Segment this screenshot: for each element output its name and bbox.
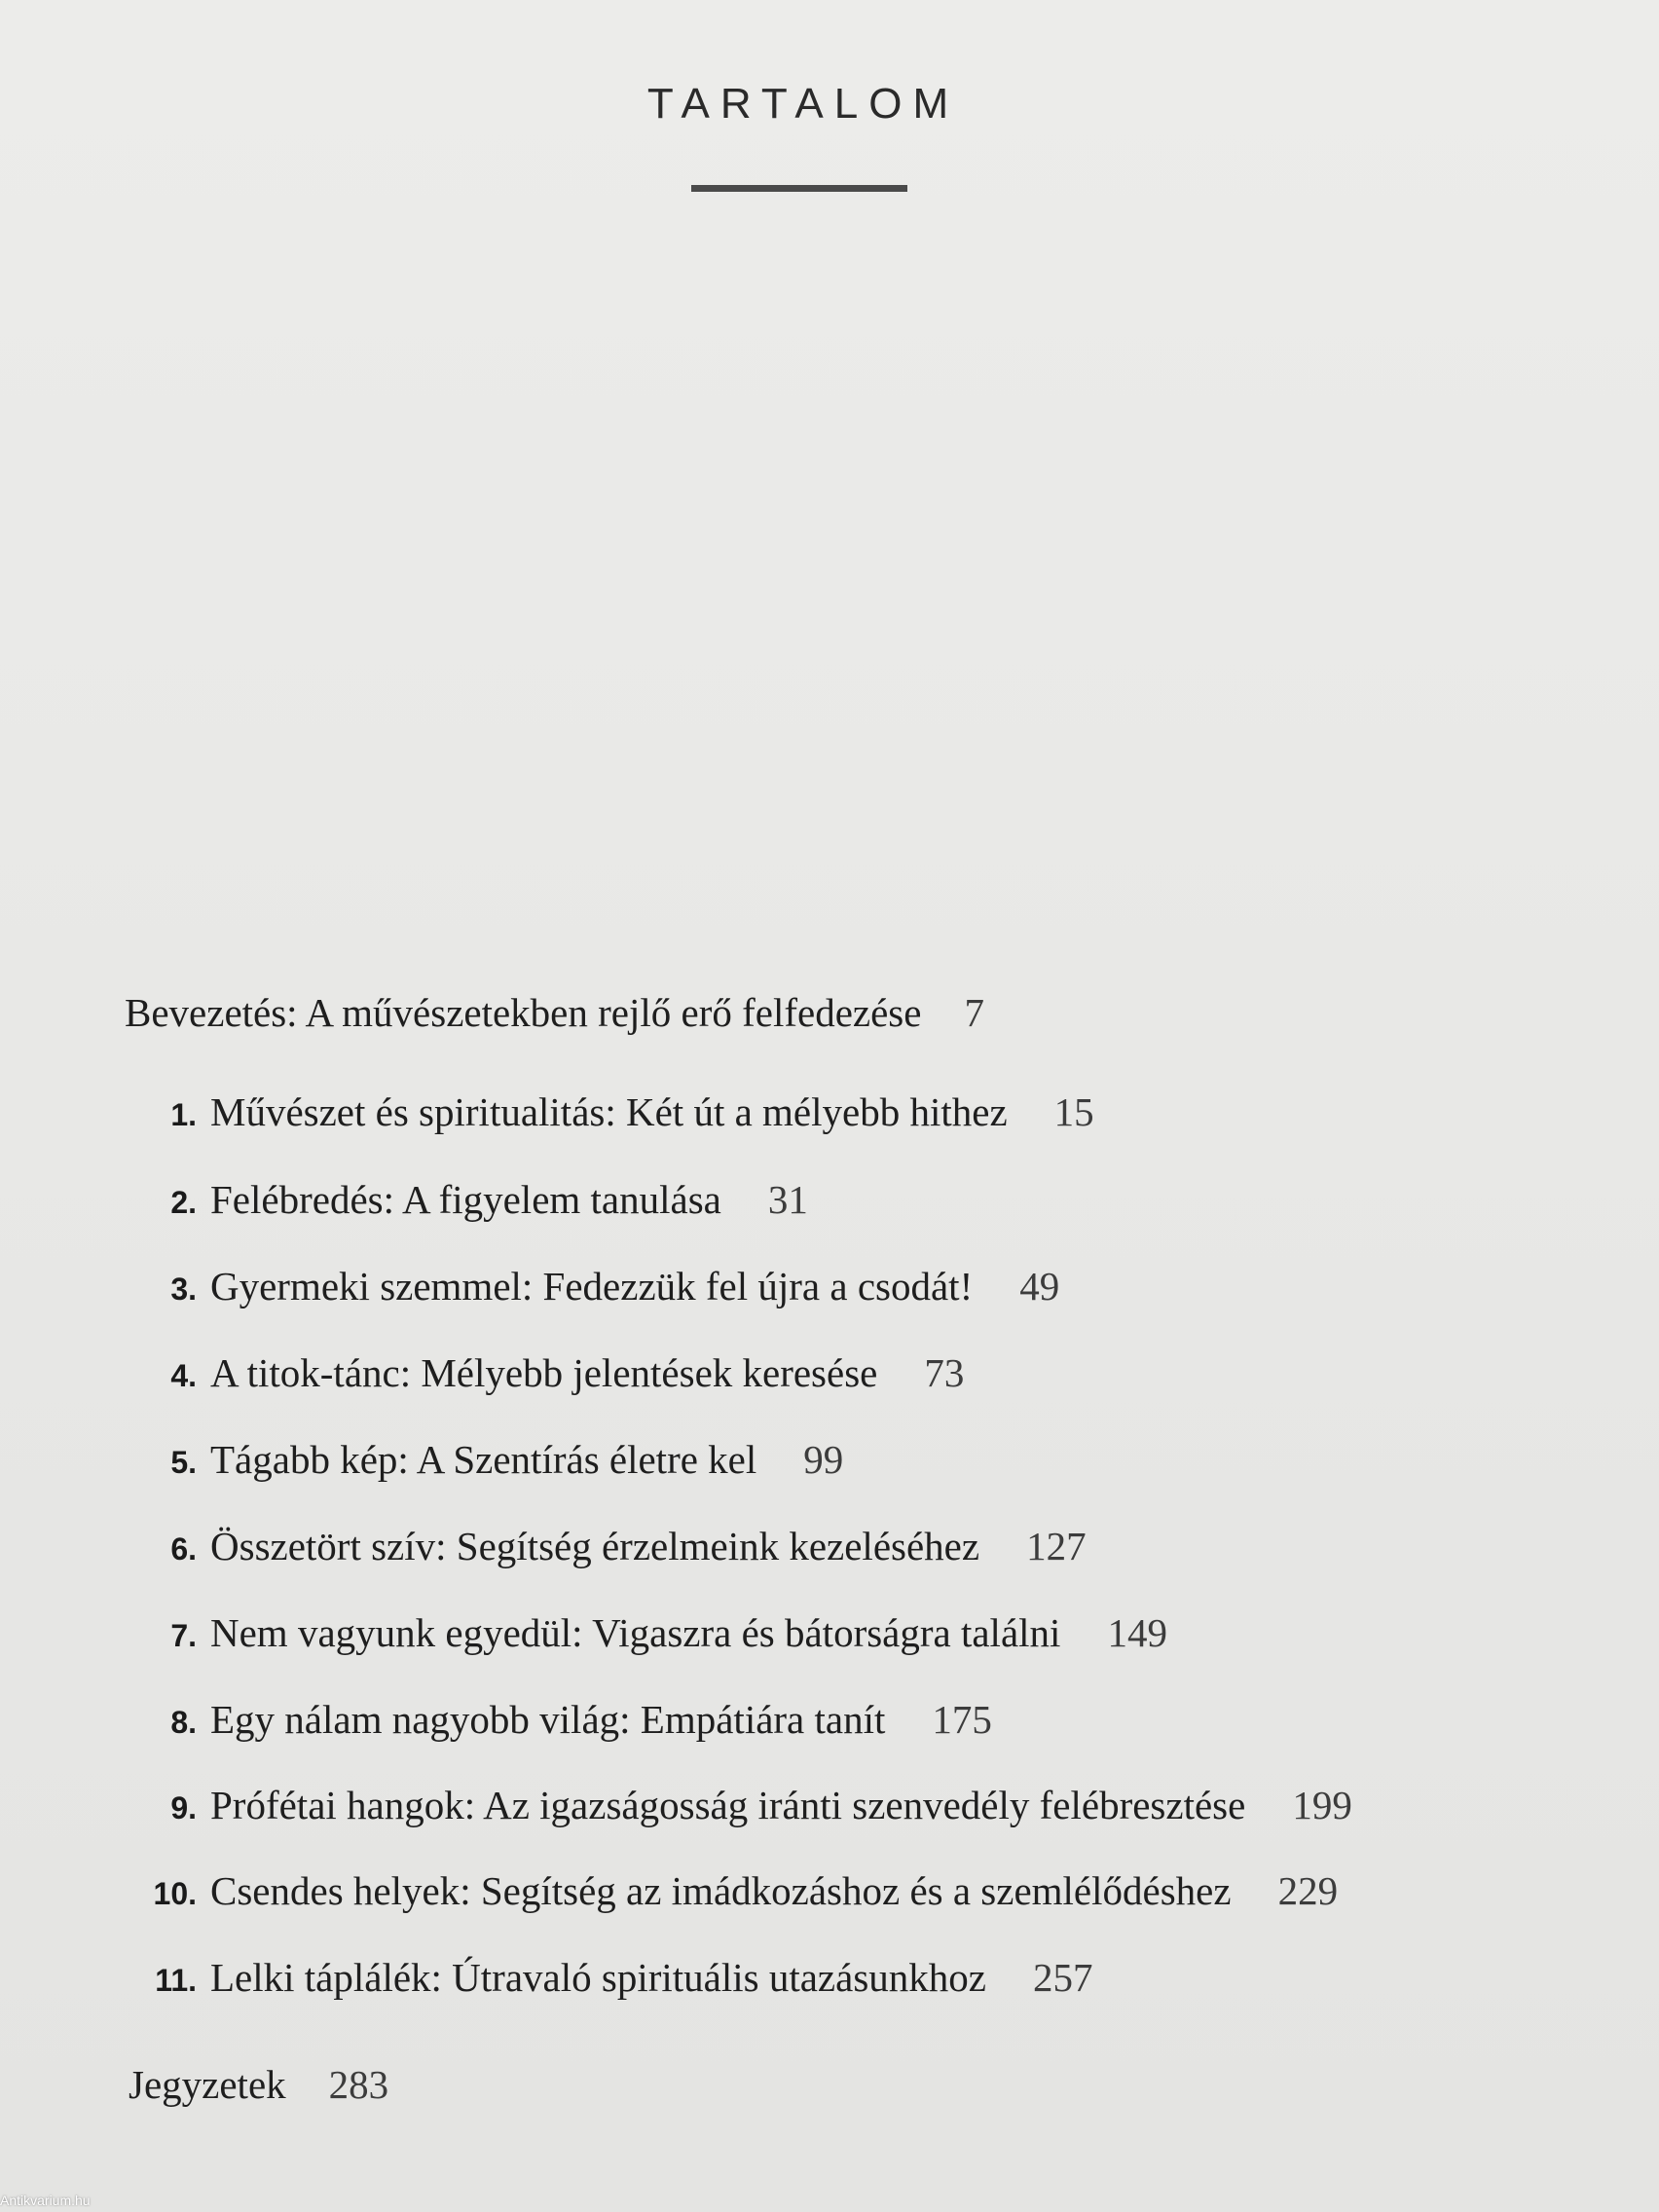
chapter-title: Művészet és spiritualitás: Két út a mélyebb hithez <box>210 1089 1008 1134</box>
chapter-number: 2. <box>170 1185 197 1220</box>
chapter-page: 73 <box>924 1350 965 1395</box>
toc-intro-title: Bevezetés: A művészetekben rejlő erő felfedezése <box>125 990 922 1035</box>
toc-chapter <box>127 1349 964 1396</box>
chapter-number: 10. <box>153 1876 197 1911</box>
chapter-number: 5. <box>170 1445 197 1480</box>
toc-notes-page: 283 <box>328 2062 389 2107</box>
chapter-page: 15 <box>1053 1089 1094 1134</box>
toc-notes-title: Jegyzetek <box>129 2062 286 2107</box>
chapter-page: 99 <box>803 1437 844 1482</box>
chapter-page: 229 <box>1277 1868 1339 1913</box>
toc-chapter <box>127 1436 843 1483</box>
chapter-number: 8. <box>170 1705 197 1740</box>
chapter-title: Gyermeki szemmel: Fedezzük fel újra a csodát! <box>210 1264 974 1309</box>
title-underline <box>691 185 907 192</box>
toc-chapter <box>127 1523 1087 1569</box>
chapter-title: A titok-tánc: Mélyebb jelentések keresése <box>210 1350 878 1395</box>
chapter-page: 31 <box>767 1177 808 1222</box>
toc-chapter <box>127 1954 1092 2001</box>
chapter-title: Nem vagyunk egyedül: Vigaszra és bátorságra találni <box>210 1610 1061 1655</box>
chapter-number: 3. <box>170 1272 197 1307</box>
chapter-title: Csendes helyek: Segítség az imádkozáshoz és a szemlélődéshez <box>210 1868 1232 1913</box>
chapter-number: 9. <box>170 1790 197 1825</box>
chapter-number: 7. <box>170 1618 197 1653</box>
toc-chapter <box>127 1696 992 1743</box>
toc-chapter <box>127 1782 1352 1828</box>
toc-notes <box>129 2061 388 2108</box>
chapter-page: 175 <box>932 1697 992 1742</box>
chapter-page: 127 <box>1026 1524 1087 1568</box>
toc-chapter <box>127 1867 1338 1914</box>
watermark: Antikvarium.hu <box>0 2193 91 2208</box>
chapter-page: 199 <box>1292 1783 1352 1827</box>
toc-chapter <box>127 1088 1094 1135</box>
chapter-number: 11. <box>155 1963 197 1998</box>
chapter-page: 149 <box>1107 1610 1167 1655</box>
page-title: TARTALOM <box>646 80 960 128</box>
toc-intro <box>125 989 984 1036</box>
chapter-title: Egy nálam nagyobb világ: Empátiára tanít <box>210 1697 886 1742</box>
toc-chapter <box>127 1609 1167 1656</box>
chapter-page: 49 <box>1019 1264 1060 1309</box>
chapter-page: 257 <box>1032 1955 1093 2000</box>
chapter-title: Prófétai hangok: Az igazságosság iránti szenvedély felébresztése <box>210 1783 1246 1827</box>
chapter-number: 6. <box>170 1531 197 1567</box>
toc-chapter <box>127 1176 808 1223</box>
chapter-title: Felébredés: A figyelem tanulása <box>210 1177 721 1222</box>
chapter-title: Lelki táplálék: Útravaló spirituális utazásunkhoz <box>210 1955 986 2000</box>
chapter-title: Tágabb kép: A Szentírás életre kel <box>210 1437 757 1482</box>
toc-chapter <box>127 1263 1059 1309</box>
toc-intro-page: 7 <box>964 990 984 1035</box>
chapter-number: 1. <box>170 1097 197 1132</box>
chapter-number: 4. <box>170 1358 197 1393</box>
chapter-title: Összetört szív: Segítség érzelmeink kezeléséhez <box>210 1524 980 1568</box>
